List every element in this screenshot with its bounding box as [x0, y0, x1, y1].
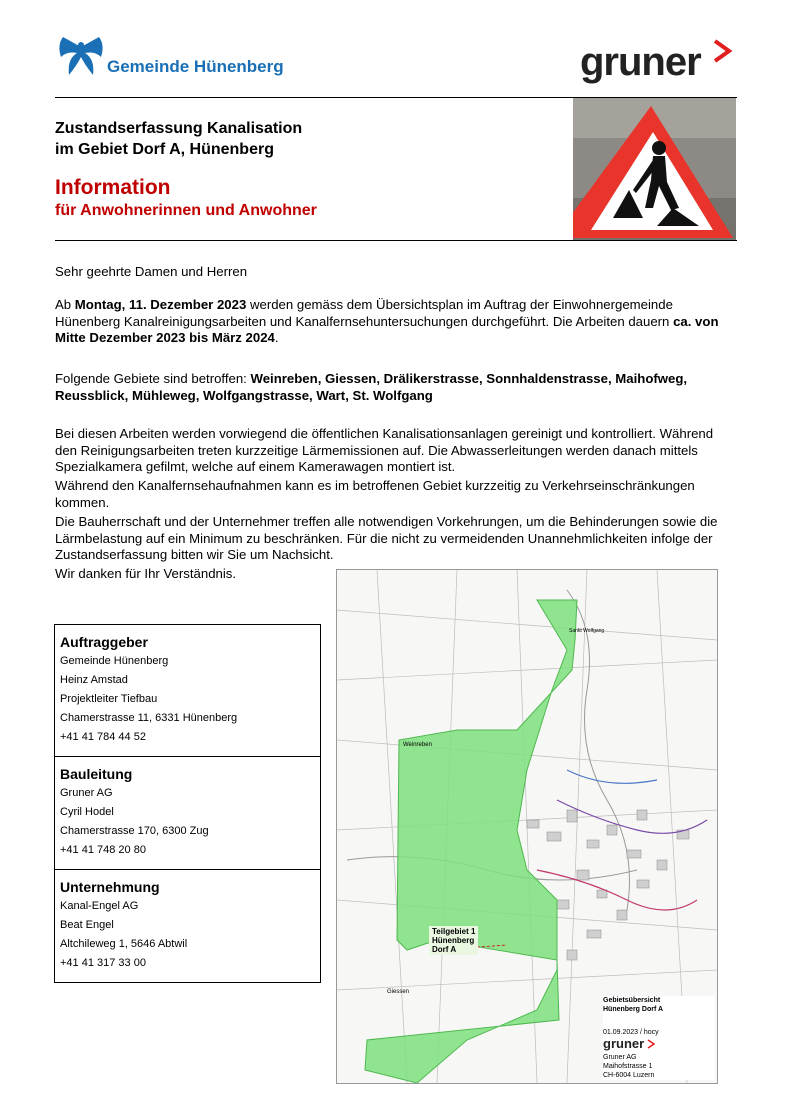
area-label-line: Dorf A: [432, 945, 457, 954]
legend-date: 01.09.2023 / hocy: [603, 1029, 659, 1036]
legend-address-line: CH-6004 Luzern: [603, 1072, 655, 1079]
info-heading: Information: [55, 176, 171, 199]
contact-line: Heinz Amstad: [60, 674, 128, 686]
contact-phone: +41 41 317 33 00: [60, 957, 146, 969]
contact-heading: Bauleitung: [60, 766, 133, 782]
roadworks-sign-icon: [573, 98, 736, 240]
contact-heading: Unternehmung: [60, 879, 160, 895]
area-label-line: Teilgebiet 1: [432, 927, 476, 936]
document-title: [55, 118, 302, 160]
roadworks-sign-photo: [573, 98, 736, 240]
areas-intro: Folgende Gebiete sind betroffen:: [55, 371, 251, 386]
gruner-logo-text: gruner: [580, 40, 701, 84]
chevron-right-icon: [712, 38, 732, 66]
legend-logo: [603, 1036, 715, 1053]
contact-line: Altchileweg 1, 5646 Abtwil: [60, 938, 188, 950]
map-place-label: Weinreben: [403, 742, 432, 748]
paragraph-schedule: [55, 297, 735, 347]
area-label-line: Hünenberg: [432, 936, 475, 945]
paragraph-work-description: Bei diesen Arbeiten werden vorwiegend die öffentlichen Kanalisationsanlagen gereinigt und kontrolliert. Während den Reinigungsarbeiten treten kurzzeitige Lärmemissionen auf. Die Abwasserleitungen werden danach mittels Spezialkamera gefilmt, welche auf einem Kamerawagen montiert ist.: [55, 426, 714, 474]
greeting: Sehr geehrte Damen und Herren: [55, 264, 248, 279]
gemeinde-logo-text: Gemeinde Hünenberg: [107, 57, 284, 76]
paragraph-precautions: Die Bauherrschaft und der Unternehmer treffen alle notwendigen Vorkehrungen, um die Behinderungen sowie die Lärmbelastung auf ein Minimum zu beschränken. Für die nicht zu vermeidenden Unannehmlichkeiten infolge der Zustandserfassung bitten wir Sie um Nachsicht.: [55, 514, 718, 562]
paragraph-traffic: Während den Kanalfernsehaufnahmen kann es im betroffenen Gebiet kurzzeitig zu Verkehrseinschränkungen kommen.: [55, 478, 695, 510]
work-period: ca. von Mitte Dezember 2023 bis März 2024: [55, 313, 719, 345]
contact-line: Chamerstrasse 11, 6331 Hünenberg: [60, 712, 238, 724]
contact-line: Projektleiter Tiefbau: [60, 693, 158, 705]
contact-phone: +41 41 784 44 52: [60, 731, 146, 743]
legend-title-line: Hünenberg Dorf A: [603, 1006, 664, 1013]
map-place-label: Sankt Wolfgang: [569, 628, 605, 634]
info-subheading: für Anwohnerinnen und Anwohner: [55, 202, 317, 219]
legend-address-line: Maihofstrasse 1: [603, 1063, 653, 1070]
gruner-logo: [580, 38, 740, 88]
title-line-2: im Gebiet Dorf A, Hünenberg: [55, 141, 274, 158]
contact-line: Gruner AG: [60, 787, 113, 799]
contact-heading: Auftraggeber: [60, 634, 148, 650]
chevron-right-icon: [647, 1039, 655, 1049]
affected-areas: Weinreben, Giessen, Drälikerstrasse, Sonnhaldenstrasse, Maihofweg, Reussblick, Mühleweg, Wolfgangstrasse, Wart, St. Wolfgang: [55, 371, 688, 403]
contact-phone: +41 41 748 20 80: [60, 844, 146, 856]
contact-site-management: [55, 757, 320, 870]
legend-address-line: Gruner AG: [603, 1054, 637, 1061]
gemeinde-logo: [55, 35, 305, 80]
title-line-1: Zustandserfassung Kanalisation: [55, 120, 303, 137]
paragraph-areas: [55, 371, 735, 404]
map-legend: [603, 996, 715, 1080]
contact-line: Cyril Hodel: [60, 806, 114, 818]
area-overview-map: [336, 569, 718, 1084]
schedule-text-c: .: [274, 330, 279, 345]
map-area-label: [429, 926, 478, 955]
legend-title-line: Gebietsübersicht: [603, 997, 661, 1004]
legend-logo-text: gruner: [603, 1036, 645, 1051]
contact-contractor: [55, 870, 320, 982]
start-date: Montag, 11. Dezember 2023: [74, 297, 247, 312]
contact-line: Kanal-Engel AG: [60, 900, 139, 912]
paragraph-thanks: Wir danken für Ihr Verständnis.: [55, 566, 237, 581]
header-rule-bottom: [55, 240, 737, 241]
contacts-box: [54, 624, 321, 983]
schedule-text-b: werden gemäss dem Übersichtsplan im Auftrag der Einwohnergemeinde Hünenberg Kanalreinigungsarbeiten und Kanalfernsehuntersuchungen durchgeführt. Die Arbeiten dauern: [55, 297, 674, 329]
contact-client: [55, 625, 320, 757]
gemeinde-emblem-icon: [55, 35, 107, 79]
map-place-label: Giessen: [387, 989, 410, 995]
contact-line: Chamerstrasse 170, 6300 Zug: [60, 825, 209, 837]
schedule-text-a: Ab: [55, 297, 75, 312]
contact-line: Beat Engel: [60, 919, 114, 931]
contact-line: Gemeinde Hünenberg: [60, 655, 169, 667]
